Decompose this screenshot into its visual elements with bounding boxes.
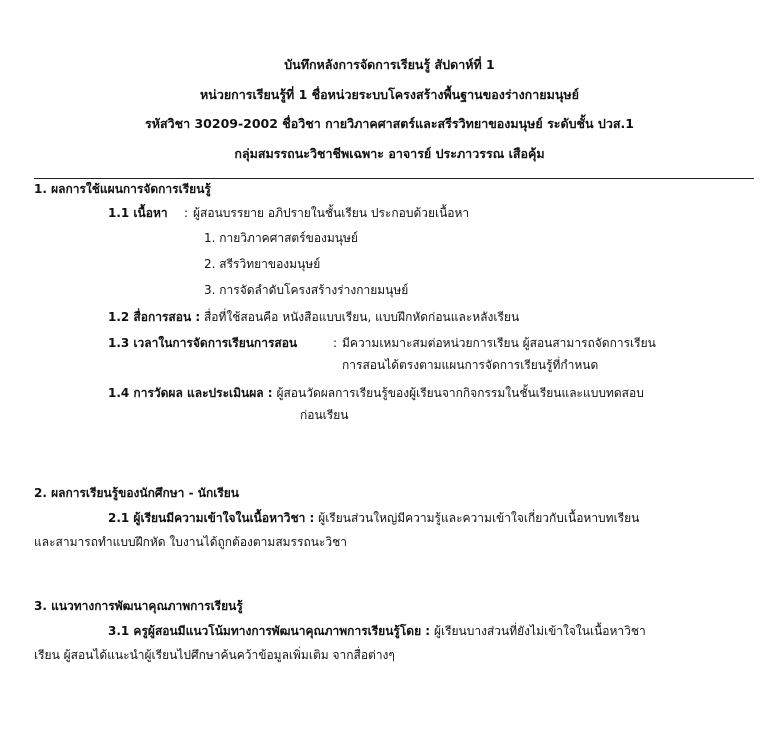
group-instructor: กลุ่มสมรรถนะวิชาชีพเฉพาะ อาจารย์ ประภาวรรณ เสือคุ้ม	[234, 146, 545, 161]
section-3-title: 3. แนวทางการพัฒนาคุณภาพการเรียนรู้	[34, 599, 243, 613]
s3-1-row	[108, 622, 646, 640]
s1-1-item: 1. กายวิภาคศาสตร์ของมนุษย์	[204, 231, 358, 245]
s3-1-label: 3.1 ครูผู้สอนมีแนวโน้มทางการพัฒนาคุณภาพการเรียนรู้โดย :	[108, 624, 431, 638]
s2-1-text: ผู้เรียนส่วนใหญ่มีความรู้และความเข้าใจเกี่ยวกับเนื้อหาบทเรียน	[318, 511, 640, 525]
s1-1-item: 3. การจัดลำดับโครงสร้างร่างกายมนุษย์	[204, 283, 409, 297]
s1-4-label: 1.4 การวัดผล และประเมินผล :	[108, 386, 273, 400]
s2-1-text-cont: และสามารถทำแบบฝึกหัด ใบงานได้ถูกต้องตามสมรรถนะวิชา	[34, 535, 347, 549]
s2-1-label: 2.1 ผู้เรียนมีความเข้าใจในเนื้อหาวิชา :	[108, 511, 315, 525]
s1-1-text: ผู้สอนบรรยาย อภิปรายในชั้นเรียน ประกอบด้วยเนื้อหา	[193, 206, 470, 220]
s1-2-label: 1.2 สื่อการสอน :	[108, 310, 201, 324]
s1-1-item: 2. สรีรวิทยาของมนุษย์	[204, 257, 321, 271]
s1-4-row	[108, 384, 644, 402]
s1-1-label: 1.1 เนื้อหา	[108, 206, 168, 220]
s1-1-colon: :	[184, 206, 189, 220]
unit-title: หน่วยการเรียนรู้ที่ 1 ชื่อหน่วยระบบโครงสร้างพื้นฐานของร่างกายมนุษย์	[200, 87, 579, 102]
s2-1-row	[108, 509, 639, 527]
s1-3-label: 1.3 เวลาในการจัดการเรียนการสอน	[108, 336, 298, 350]
s1-3-colon: :	[333, 336, 338, 350]
s1-4-text: ผู้สอนวัดผลการเรียนรู้ของผู้เรียนจากกิจกรรมในชั้นเรียนและแบบทดสอบ	[276, 386, 644, 400]
s3-1-text: ผู้เรียนบางส่วนที่ยังไม่เข้าใจในเนื้อหาวิชา	[433, 624, 646, 638]
document-title: บันทึกหลังการจัดการเรียนรู้ สัปดาห์ที่ 1	[284, 57, 495, 72]
s1-3-text: มีความเหมาะสมต่อหน่วยการเรียน ผู้สอนสามารถจัดการเรียน	[342, 336, 656, 350]
s1-3-text-cont: การสอนได้ตรงตามแผนการจัดการเรียนรู้ที่กำหนด	[342, 358, 599, 372]
s1-4-text-cont: ก่อนเรียน	[300, 408, 349, 422]
s3-1-text-cont: เรียน ผู้สอนได้แนะนำผู้เรียนไปศึกษาค้นคว้าข้อมูลเพิ่มเติม จากสื่อต่างๆ	[34, 648, 395, 662]
s1-2-row	[108, 308, 519, 326]
section-1-title: 1. ผลการใช้แผนการจัดการเรียนรู้	[34, 182, 211, 196]
course-info: รหัสวิชา 30209-2002 ชื่อวิชา กายวิภาคศาสตร์และสรีรวิทยาของมนุษย์ ระดับชั้น ปวส.1	[145, 116, 634, 131]
section-2-title: 2. ผลการเรียนรู้ของนักศึกษา - นักเรียน	[34, 486, 240, 500]
header-divider	[34, 178, 754, 179]
s1-2-text: สื่อที่ใช้สอนคือ หนังสือแบบเรียน, แบบฝึกหัดก่อนและหลังเรียน	[203, 310, 520, 324]
